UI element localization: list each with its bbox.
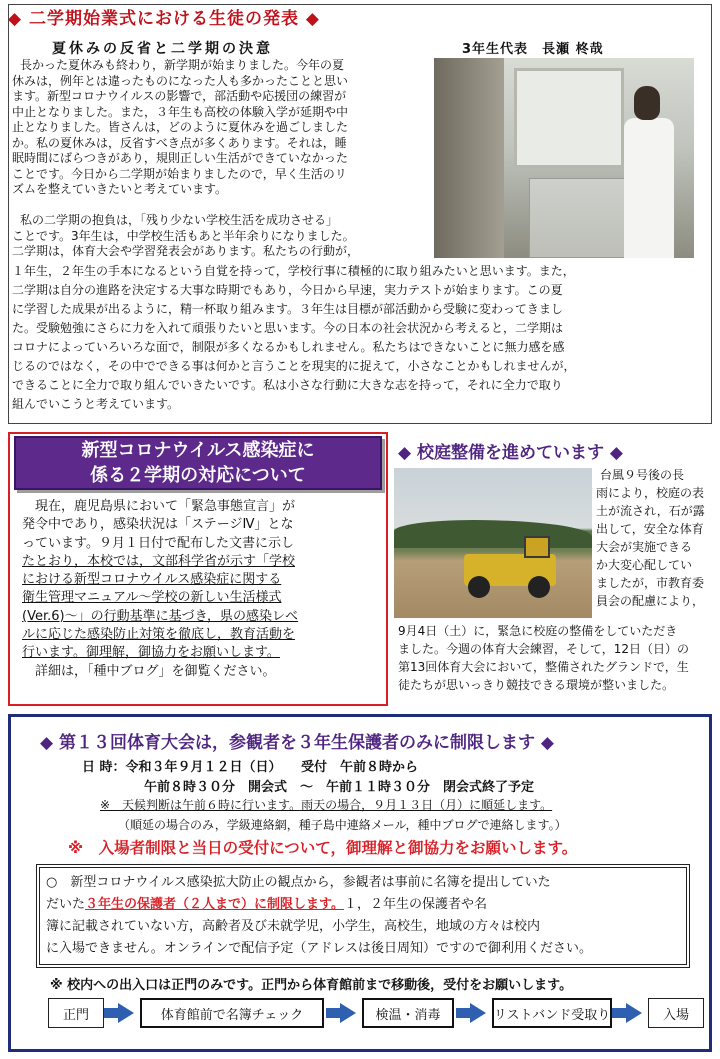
speech-line: できることに全力で取り組んでいきたいです。私は小さな行動に大きな志を持って，それに全力で取り <box>12 378 563 392</box>
schoolyard-line: か大変心配してい <box>596 558 693 572</box>
policy-line: ルに応じた感染防止対策を徹底し，教育活動を <box>22 627 296 643</box>
schoolyard-line: 第13回体育大会において，整備されたグランドで，生 <box>398 660 689 674</box>
flow-arrow-icon <box>470 1003 486 1023</box>
visitor-rules-text <box>46 872 686 960</box>
flow-arrow-icon <box>118 1003 134 1023</box>
policy-line: 発令中であり，感染状況は「ステージⅣ」とな <box>22 517 294 533</box>
covid-policy-title-line1: 新型コロナウイルス感染症に <box>81 440 315 461</box>
schoolyard-line: 雨により，校庭の表 <box>596 486 705 500</box>
speech-line: 止となりました。皆さんは，どのように夏休みを過ごしました <box>12 120 349 134</box>
speech-line: ます。新型コロナウイルスの影響で，部活動や応援団の練習が <box>12 89 347 103</box>
flow-step-gate: 正門 <box>48 998 104 1028</box>
rule-line-pre: だいた <box>46 897 86 912</box>
speech-line: コロナによっていろいろな面で，制限が多くなるかもしれません。私たちはできないことに無力感を感 <box>12 340 565 354</box>
grader-photo <box>394 468 592 618</box>
speech-subtitle: 夏休みの反省と二学期の決意 <box>52 41 273 57</box>
policy-line: (Ver.6)～」の行動基準に基づき，県の感染レベ <box>22 608 299 624</box>
speech-line: じるのではなく，その中でできる事は何かと言うことを現実的に捉えて，小さなことかもしれませんが， <box>12 359 576 373</box>
policy-line: 詳細は，「種中ブログ」を御覧ください。 <box>22 663 276 679</box>
schoolyard-line: ましたが，市教育委 <box>596 576 705 590</box>
schoolyard-line: 9月4日（土）に，緊急に校庭の整備をしていただき <box>398 624 678 638</box>
student-speaking-photo <box>434 58 694 258</box>
festival-date: 日 時：令和３年９月１２日（日） 受付 午前８時から <box>82 760 419 775</box>
entry-gate-note: ※ 校内への出入口は正門のみです。正門から体育館前まで移動後，受付をお願いします。 <box>50 978 573 993</box>
speech-line: に学習した成果が出るように，精一杯取り組みます。３年生は目標が部活動から受験に変わってきまし <box>12 302 563 316</box>
flow-step-checkin: 体育館前で名簿チェック <box>140 998 324 1028</box>
student-speech-title: ◆ 二学期始業式における生徒の発表 ◆ <box>8 9 320 29</box>
schoolyard-title: ◆ 校庭整備を進めています ◆ <box>398 443 623 463</box>
sports-festival-title: ◆ 第１３回体育大会は，参観者を３年生保護者のみに制限します ◆ <box>40 733 554 753</box>
speech-line: ことです。3年生は，中学校生活もあと半年余りになりました。 <box>12 228 355 243</box>
schoolyard-line: 員会の配慮により， <box>596 594 705 608</box>
covid-policy-title-line2: 係る２学期の対応について <box>90 465 306 486</box>
rule-line-highlight: ３年生の保護者（２人まで）に制限します。 <box>85 897 344 912</box>
speech-line: 二学期は，体育大会や学習発表会があります。私たちの行動が， <box>12 244 360 258</box>
policy-line: 衛生管理マニュアル～学校の新しい生活様式 <box>22 590 282 606</box>
schoolyard-line: 出して，安全な体育 <box>596 522 704 536</box>
flow-step-temperature: 検温・消毒 <box>362 998 454 1028</box>
covid-policy-body <box>22 498 374 681</box>
speech-author: 3年生代表 長瀬 柊哉 <box>462 42 604 57</box>
rule-line: に入場できません。オンラインで配信予定（アドレスは後日周知）ですので御利用ください。 <box>46 941 593 956</box>
policy-line: っています。９月１日付で配布した文書に示し <box>22 535 294 551</box>
speech-line: 中止となりました。また，３年生も高校の体験入学が延期や中 <box>12 104 349 119</box>
speech-line: 長かった夏休みも終わり，新学期が始まりました。今年の夏 <box>20 58 345 72</box>
covid-policy-heading <box>14 436 382 490</box>
entry-restriction-notice: ※ 入場者制限と当日の受付について，御理解と御協力をお願いします。 <box>68 839 578 857</box>
schoolyard-line: 台風９号後の長 <box>600 468 685 482</box>
flow-step-wristband: リストバンド受取り <box>492 998 612 1028</box>
rule-line <box>46 894 686 916</box>
speech-line: た。受験勉強にさらに力を入れて頑張りたいと思います。今の日本の社会状況から考えると，二学期は <box>12 321 564 335</box>
speech-line: 二学期は自分の進路を決定する大事な時期でもあり，今日から早速，実力テストが始まります。この夏 <box>12 283 563 297</box>
schoolyard-line: ました。今週の体育大会練習，そして，12日（日）の <box>398 642 690 656</box>
postpone-note: （順延の場合のみ，学級連絡網，種子島中連絡メール，種中ブログで連絡します。） <box>118 818 567 832</box>
schoolyard-line: 徒たちが思いっきり競技できる環境が整いました。 <box>398 678 675 692</box>
rule-line: 簿に記載されていない方，高齢者及び未就学児，小学生，高校生，地域の方々は校内 <box>46 919 541 934</box>
schoolyard-line: 大会が実施できる <box>596 540 693 554</box>
speech-line: ズムを整えていきたいと考えています。 <box>12 182 228 196</box>
festival-time: 午前８時３０分 開会式 ～ 午前１１時３０分 閉会式終了予定 <box>144 780 535 795</box>
speech-line: ことです。今日から二学期が始まりましたので，早く生活のリ <box>12 166 347 181</box>
weather-note: ※ 天候判断は午前６時に行います。雨天の場合，９月１３日（月）に順延します。 <box>100 798 553 812</box>
policy-line: 現在，鹿児島県において「緊急事態宣言」が <box>22 499 296 514</box>
schoolyard-line: 土が流され，石が露 <box>596 504 705 518</box>
policy-line: 行います。御理解，御協力をお願いします。 <box>22 645 280 661</box>
speech-line: 私の二学期の抱負は，「残り少ない学校生活を成功させる」 <box>20 213 339 227</box>
flow-arrow-icon <box>340 1003 356 1023</box>
rule-line-post: １，２年生の保護者や名 <box>343 897 487 912</box>
speech-line: １年生，２年生の手本になるという自覚を持って，学校行事に積極的に取り組みたいと思います。また， <box>12 264 575 278</box>
speech-line: 組んでいこうと考えています。 <box>12 397 180 411</box>
speech-line: か。私の夏休みは，反省すべき点が多くあります。それは，睡 <box>12 135 347 150</box>
policy-line: たとおり，本校では，文部科学省が示す「学校 <box>22 553 296 569</box>
speech-line: 休みは，例年とは違ったものになった人も多かったことと思い <box>12 73 349 88</box>
flow-arrow-icon <box>626 1003 642 1023</box>
flow-step-enter: 入場 <box>648 998 704 1028</box>
speech-line: 眠時間にばらつきがあり，規則正しい生活ができていなかった <box>12 151 348 165</box>
rule-line: ○ 新型コロナウイルス感染拡大防止の観点から，参観者は事前に名簿を提出していた <box>46 875 551 890</box>
policy-line: における新型コロナウイルス感染症に関する <box>22 572 282 588</box>
